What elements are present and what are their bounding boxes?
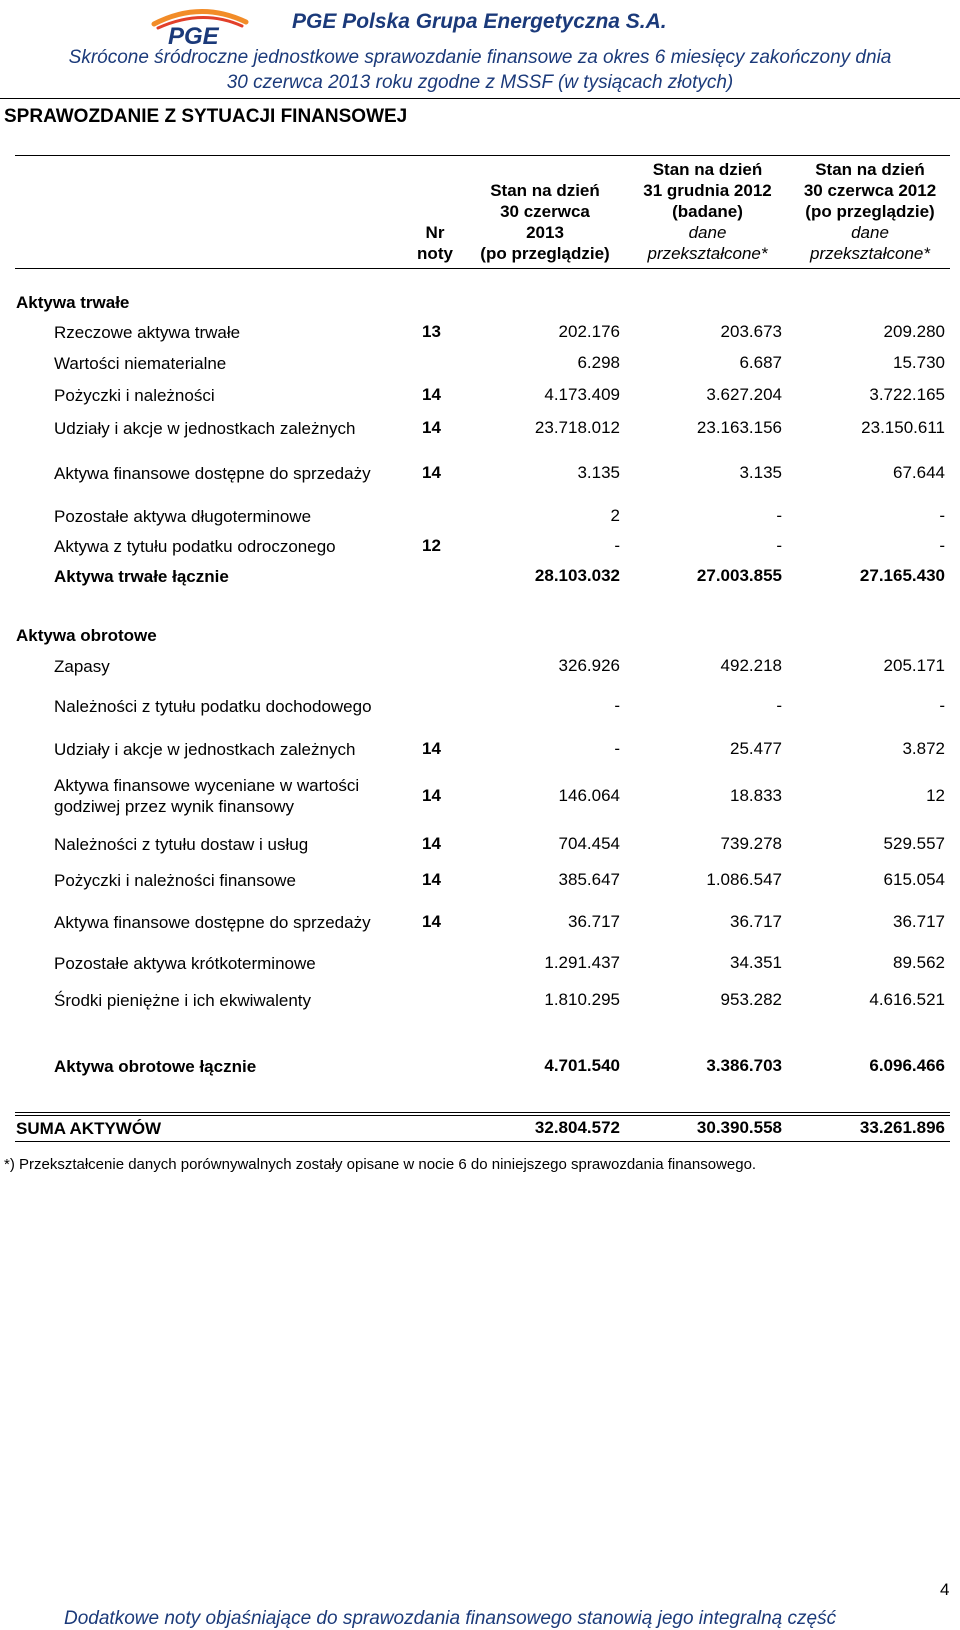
column-header-c2-line1: Stan na dzień — [652, 160, 763, 179]
table-row — [0, 949, 960, 977]
table-header-top-rule — [15, 155, 950, 156]
table-row — [0, 532, 960, 560]
row-value-2013-06: 28.103.032 — [534, 566, 620, 585]
column-header-c1-line3: 2013 — [526, 223, 564, 242]
row-value-2012-12: 3.386.703 — [706, 1056, 782, 1075]
row-value-2013-06: 146.064 — [558, 786, 620, 805]
column-header-c2-line5: przekształcone* — [647, 244, 768, 263]
row-value-2012-12: 739.278 — [720, 834, 782, 853]
row-label: Pożyczki i należności — [54, 385, 215, 405]
row-note — [422, 652, 462, 680]
table-row-total-current-assets — [0, 1052, 960, 1080]
column-header-c1-line4: (po przeglądzie) — [480, 244, 610, 263]
row-note — [422, 502, 462, 530]
column-header-c2-line2: 31 grudnia 2012 — [643, 181, 772, 200]
row-label: Udziały i akcje w jednostkach zależnych — [54, 739, 356, 759]
table-row — [0, 318, 960, 346]
row-note: 14 — [422, 912, 441, 931]
row-value-2012-06: - — [939, 696, 945, 715]
table-row — [0, 349, 960, 377]
statement-title: SPRAWOZDANIE Z SYTUACJI FINANSOWEJ — [4, 106, 408, 127]
table-row — [0, 735, 960, 763]
row-value-2013-06: 6.298 — [577, 353, 620, 372]
column-header-c2-line3: (badane) — [672, 202, 743, 221]
row-note — [422, 683, 462, 729]
report-subtitle-line2: 30 czerwca 2013 roku zgodne z MSSF (w tysiącach złotych) — [226, 72, 734, 93]
row-note: 14 — [422, 870, 441, 889]
row-value-2012-06: 209.280 — [883, 322, 945, 341]
column-header-note-line2: noty — [417, 244, 453, 263]
row-label: Aktywa z tytułu podatku odroczonego — [54, 536, 336, 556]
row-label: Aktywa obrotowe łącznie — [54, 1056, 257, 1076]
table-row — [0, 502, 960, 530]
pge-logo-mark — [150, 6, 255, 46]
row-label: Wartości niematerialne — [54, 353, 227, 373]
column-header-c3-line4: dane — [851, 223, 889, 242]
row-label: Rzeczowe aktywa trwałe — [54, 322, 241, 342]
table-row-group-current-assets — [0, 621, 960, 649]
row-value-2013-06: 1.291.437 — [544, 953, 620, 972]
row-note — [422, 949, 462, 977]
row-value-2013-06: 2 — [610, 506, 620, 525]
table-row — [0, 866, 960, 894]
row-label: SUMA AKTYWÓW — [16, 1118, 162, 1138]
row-note — [422, 1052, 462, 1080]
pge-logo — [150, 6, 255, 46]
total-assets-top-rule — [15, 1112, 950, 1113]
column-header-2012-12 — [630, 160, 785, 268]
table-row-group-fixed-assets — [0, 288, 960, 316]
row-value-2012-06: 205.171 — [883, 656, 945, 675]
row-label: Pozostałe aktywa krótkoterminowe — [54, 953, 316, 973]
column-header-c2-line4: dane — [688, 223, 727, 242]
row-note: 14 — [422, 834, 441, 853]
row-label: Aktywa trwałe — [16, 292, 130, 312]
row-value-2012-06: 529.557 — [883, 834, 945, 853]
row-note: 14 — [422, 418, 441, 437]
row-value-2012-12: 1.086.547 — [706, 870, 782, 889]
row-value-2012-12: 25.477 — [730, 739, 782, 758]
column-header-c1-line1: Stan na dzień — [490, 181, 600, 200]
row-value-2012-12: 3.135 — [739, 463, 782, 482]
row-note: 13 — [422, 322, 441, 341]
row-note — [422, 562, 462, 590]
row-label: Aktywa finansowe dostępne do sprzedaży — [54, 912, 371, 932]
row-value-2012-12: 3.627.204 — [706, 385, 782, 404]
row-value-2012-12: 203.673 — [720, 322, 782, 341]
table-row — [0, 381, 960, 409]
page-number: 4 — [940, 1580, 950, 1599]
table-row-total-fixed-assets — [0, 562, 960, 590]
row-value-2012-12: 953.282 — [720, 990, 782, 1009]
row-value-2012-12: - — [776, 506, 782, 525]
column-header-c1-line2: 30 czerwca — [500, 202, 590, 221]
column-header-2013-06 — [470, 160, 620, 268]
row-value-2013-06: 32.804.572 — [534, 1118, 620, 1137]
row-value-2013-06: 326.926 — [558, 656, 620, 675]
row-value-2012-06: 89.562 — [893, 953, 945, 972]
column-header-c3-line3: (po przeglądzie) — [805, 202, 935, 221]
row-value-2012-12: 23.163.156 — [696, 418, 782, 437]
row-label: Aktywa finansowe dostępne do sprzedaży — [54, 463, 371, 483]
table-row — [0, 830, 960, 858]
row-label: Aktywa finansowe wyceniane w wartości godziwej przez wynik finansowy — [54, 776, 360, 816]
row-value-2013-06: - — [614, 696, 620, 715]
row-value-2012-06: - — [939, 506, 945, 525]
row-value-2013-06: 202.176 — [558, 322, 620, 341]
row-value-2012-06: 36.717 — [893, 912, 945, 931]
page-footer: Dodatkowe noty objaśniające do sprawozdania finansowego stanowią jego integralną część — [64, 1608, 837, 1629]
row-value-2013-06: 36.717 — [568, 912, 620, 931]
row-value-2012-12: 18.833 — [730, 786, 782, 805]
row-note: 14 — [422, 739, 441, 758]
row-value-2012-06: 6.096.466 — [869, 1056, 945, 1075]
row-label: Udziały i akcje w jednostkach zależnych — [54, 418, 356, 438]
row-label: Pożyczki i należności finansowe — [54, 870, 296, 890]
row-value-2012-06: 33.261.896 — [859, 1118, 945, 1137]
row-note: 14 — [422, 463, 441, 482]
row-value-2013-06: 4.701.540 — [544, 1056, 620, 1075]
table-row — [0, 986, 960, 1014]
row-value-2012-06: - — [939, 536, 945, 555]
row-label: Pozostałe aktywa długoterminowe — [54, 506, 312, 526]
row-note: 14 — [422, 385, 441, 404]
column-header-note — [400, 160, 470, 268]
table-row — [0, 899, 960, 945]
row-value-2013-06: 4.173.409 — [544, 385, 620, 404]
row-value-2012-06: 67.644 — [893, 463, 945, 482]
row-note: 12 — [422, 536, 441, 555]
row-value-2012-12: - — [776, 696, 782, 715]
row-label: Zapasy — [54, 656, 110, 676]
row-value-2012-12: 27.003.855 — [696, 566, 782, 585]
row-value-2013-06: - — [614, 536, 620, 555]
row-value-2012-06: 12 — [926, 786, 945, 805]
row-value-2013-06: 704.454 — [558, 834, 620, 853]
table-row — [0, 450, 960, 496]
row-note — [422, 1115, 462, 1141]
row-value-2012-06: 4.616.521 — [869, 990, 945, 1009]
row-value-2012-12: 30.390.558 — [696, 1118, 782, 1137]
row-value-2013-06: 385.647 — [558, 870, 620, 889]
table-row — [0, 652, 960, 680]
column-header-c3-line2: 30 czerwca 2012 — [803, 181, 937, 200]
row-value-2012-06: 23.150.611 — [861, 418, 945, 437]
row-value-2013-06: - — [614, 739, 620, 758]
column-header-c3-line5: przekształcone* — [809, 244, 930, 263]
table-row — [0, 683, 960, 729]
total-assets-bottom-rule — [15, 1141, 950, 1142]
row-value-2013-06: 3.135 — [577, 463, 620, 482]
row-value-2012-12: 36.717 — [730, 912, 782, 931]
row-label: Aktywa trwałe łącznie — [54, 566, 229, 586]
restatement-footnote: *) Przekształcenie danych porównywalnych zostały opisane w nocie 6 do niniejszego sprawozdania finansowego. — [4, 1156, 757, 1173]
row-value-2012-06: 15.730 — [893, 353, 945, 372]
row-value-2012-12: 6.687 — [739, 353, 782, 372]
row-value-2012-12: - — [776, 536, 782, 555]
row-note — [422, 986, 462, 1014]
row-label: Środki pieniężne i ich ekwiwalenty — [54, 990, 312, 1010]
header-divider — [0, 98, 960, 99]
column-header-c3-line1: Stan na dzień — [815, 160, 925, 179]
table-row — [0, 414, 960, 442]
table-row — [0, 773, 960, 819]
row-note: 14 — [422, 786, 441, 805]
row-label: Należności z tytułu dostaw i usług — [54, 834, 309, 854]
row-value-2012-12: 492.218 — [720, 656, 782, 675]
row-value-2012-06: 3.722.165 — [869, 385, 945, 404]
row-value-2013-06: 1.810.295 — [544, 990, 620, 1009]
row-label: Aktywa obrotowe — [16, 625, 157, 645]
row-value-2012-12: 34.351 — [730, 953, 782, 972]
row-label: Należności z tytułu podatku dochodowego — [54, 696, 372, 716]
row-note — [422, 349, 462, 377]
table-row-total-assets — [0, 1115, 960, 1141]
report-subtitle-line1: Skrócone śródroczne jednostkowe sprawozdanie finansowe za okres 6 miesięcy zakończony dnia — [68, 47, 892, 68]
row-value-2012-06: 615.054 — [883, 870, 945, 889]
table-header-bottom-rule — [15, 268, 950, 269]
row-value-2012-06: 3.872 — [902, 739, 945, 758]
column-header-2012-06 — [790, 160, 950, 268]
svg-text:PGE: PGE — [168, 23, 219, 46]
row-value-2012-06: 27.165.430 — [859, 566, 945, 585]
company-name: PGE Polska Grupa Energetyczna S.A. — [292, 10, 667, 33]
column-header-note-line1: Nr — [425, 223, 445, 242]
row-value-2013-06: 23.718.012 — [534, 418, 620, 437]
